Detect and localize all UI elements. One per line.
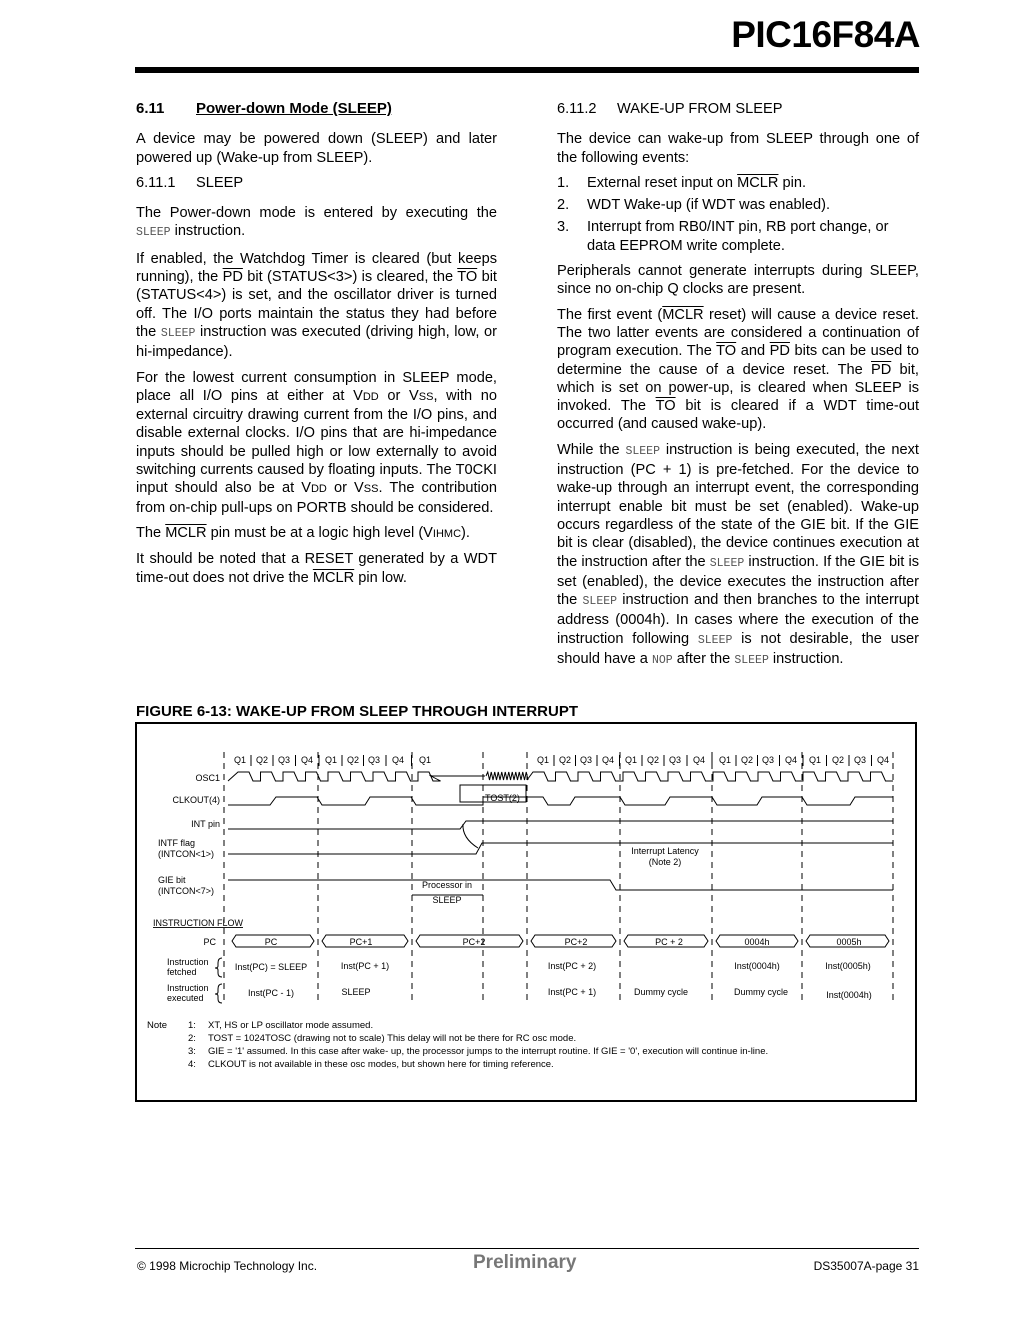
text: Interrupt from RB0/INT pin, RB port change, or data EEPROM write complete. [587,219,889,254]
mclr-pin: MCLR [737,174,779,191]
label-instruction-flow: INSTRUCTION FLOW [153,918,243,928]
pc-value: 0005h [836,937,862,947]
processor-in-sleep-2: SLEEP [432,895,462,905]
q-cycle-label: Q1 [536,755,550,765]
figure-notes [147,1019,768,1071]
pd-bit: $\overline{PD}$ [222,269,243,286]
text: instruction. [174,223,246,240]
q-cycle-label: Q3 [761,755,775,765]
executed-value: Inst(PC + 1) [547,987,597,997]
mclr-pin: MCLR [312,569,355,586]
text: It should be noted that a RESET generated by a WDT time-out does not drive the [136,551,497,586]
q-cycle-label: Q4 [300,755,314,765]
code-sleep: SLEEP [136,226,171,240]
page-header-title: PIC16F84A [731,14,920,55]
pc-value: PC+2 [564,937,588,947]
subsection-number: 6.11.2 [557,101,597,117]
pc-value: 0004h [744,937,770,947]
label-executed-1: Instruction [167,983,209,993]
text: pin low. [358,569,407,586]
q-cycle-label: Q2 [740,755,754,765]
list-number: 1. [557,174,570,191]
label-gie: GIE bit [158,875,186,885]
note-text: XT, HS or LP oscillator mode assumed. [208,1020,374,1031]
list-number: 2. [557,197,570,214]
brace [215,958,222,977]
osc1-waveform [527,772,893,781]
note-row [147,1019,768,1032]
note-number: 3: [188,1046,196,1057]
figure-title: FIGURE 6-13: WAKE-UP FROM SLEEP THROUGH INTERRUPT [136,703,578,720]
int-pin-waveform [228,821,893,829]
section-number: 6.11 [136,100,165,117]
label-clkout: CLKOUT(4) [172,795,220,805]
fetched-value: Inst(PC) = SLEEP [234,962,308,972]
q-cycle-label: Q1 [418,755,432,765]
subscript: DD [310,483,327,496]
q-cycle-label: Q1 [233,755,247,765]
pd-bit: $\overline{PD}$ [870,361,892,378]
q-cycle-label: Q2 [646,755,660,765]
subscript: DD [362,390,379,403]
section-title: Power-down Mode (SLEEP) [196,100,392,117]
to-bit: $\overline{TO}$ [716,343,737,360]
q-cycle-label: Q3 [579,755,593,765]
list-number: 3. [557,219,570,236]
code-sleep: SLEEP [625,444,660,458]
label-fetched-1: Instruction [167,957,209,967]
executed-value: Dummy cycle [633,987,689,997]
to-bit: $\overline{TO}$ [655,398,676,415]
osc1-waveform [228,772,485,781]
subscript: SS [418,390,434,403]
executed-value: Inst(PC - 1) [247,988,295,998]
pc-value: PC+2 [462,937,486,947]
fetched-value: Inst(PC + 2) [547,961,597,971]
text: is not desirable, the user should have a [557,630,920,668]
footer-page-number: DS35007A-page 31 [813,1259,919,1273]
note-text: CLKOUT is not available in these osc modes, but shown here for timing reference. [208,1059,554,1070]
q-cycle-label: Q2 [255,755,269,765]
q-cycle-label: Q3 [277,755,291,765]
label-osc1: OSC1 [195,773,220,783]
pc-value: PC + 2 [655,937,683,947]
q-cycle-label: Q2 [346,755,360,765]
q-cycle-label: Q4 [601,755,615,765]
code-sleep: SLEEP [709,556,745,570]
subscript: IHMC [432,527,462,540]
footer-status: Preliminary [473,1252,577,1273]
note-text: TOST = 1024TOSC (drawing not to scale) This delay will not be there for RC osc mode. [208,1033,577,1044]
subsection-title: SLEEP [196,174,244,191]
code-sleep: SLEEP [697,633,733,647]
q-cycle-label: Q3 [853,755,867,765]
interrupt-latency-1: Interrupt Latency [631,846,699,856]
label-fetched-2: fetched [167,967,197,977]
wakeup-intro: The device can wake-up from SLEEP through one of the following events: [557,131,919,166]
text: and [740,343,766,360]
gie-waveform [228,880,893,890]
paragraph-peripherals: Peripherals cannot generate interrupts during SLEEP, since no on-chip Q clocks are present. [557,263,919,298]
label-gie-reg: (INTCON<7>) [158,886,215,896]
clkout-waveform [228,797,893,805]
text: instruction is being executed, the next instruction (PC + 1) is pre-fetched. For the device to wake-up through an interrupt event, the corresponding interrupt enable bit must be set (enabled). Wake-up occurs regardless of the state of the GIE bit. If the GIE bit is clear (disabled), the device continues execution at the instruction after the [557,441,919,570]
text: bit (STATUS<3>) is cleared, the [247,269,454,286]
note-label: Note [147,1020,168,1031]
note-row [147,1058,768,1071]
text: If enabled, the Watchdog Timer is cleared (but keeps running), the [136,250,497,286]
q-cycle-label: Q4 [692,755,706,765]
label-pc: PC [203,937,216,947]
text: WDT Wake-up (if WDT was enabled). [587,197,831,214]
q-cycle-label: Q2 [831,755,845,765]
executed-value: SLEEP [341,987,371,997]
osc1-startup [486,772,528,780]
note-number: 1: [188,1020,196,1031]
executed-value: Inst(0004h) [826,990,872,1000]
pc-value: PC+1 [349,937,373,947]
executed-value: Dummy cycle [733,987,789,997]
label-intf: INTF flag [158,838,196,848]
subscript: SS [363,483,379,496]
pc-value: PC [264,937,278,947]
q-cycle-label: Q4 [876,755,890,765]
text: bit (STATUS<4>) is set, and the oscillator driver is turned off. The I/O ports maintain the status they had before the [136,269,497,340]
text: , with no external circuitry drawing current from the I/O pins, and disable external clocks. I/O pins that are hi-impedance inputs should be pulled high or low externally to avoid switching currents caused by floating inputs. The T0CKI input should also be at V [136,387,498,497]
code-sleep: SLEEP [734,654,769,668]
text: ). [461,524,470,541]
q-cycle-label: Q1 [624,755,638,765]
text: The [136,524,162,541]
note-row [147,1045,768,1058]
q-cycle-label: Q4 [784,755,798,765]
text: While the [557,441,620,458]
intf-arrow [463,824,478,848]
code-nop: NOP [651,654,673,668]
footer-copyright: © 1998 Microchip Technology Inc. [137,1259,318,1273]
mclr-pin: MCLR [165,524,207,541]
text: instruction was executed (driving high, low, or hi-impedance). [136,323,497,361]
label-intf-reg: (INTCON<1>) [158,849,215,859]
to-bit: $\overline{TO}$ [457,269,478,286]
label-int-pin: INT pin [191,819,220,829]
footer-rule [135,1248,919,1249]
tost-label: TOST(2) [485,793,520,803]
brace [215,984,222,1003]
fetched-value: Inst(0004h) [734,961,780,971]
code-sleep: SLEEP [160,326,196,340]
q-cycle-label: Q3 [668,755,682,765]
text: bit, which is set on power-up, is cleared when SLEEP is invoked. The [557,361,919,415]
mclr-pin: MCLR [662,306,704,323]
q-cycle-label: Q1 [718,755,732,765]
fetched-value: Inst(PC + 1) [340,961,390,971]
label-executed-2: executed [167,993,204,1003]
q-cycle-label: Q3 [367,755,381,765]
text: For the lowest current consumption in SLEEP mode, place all I/O pins at either at V [136,369,497,404]
subsection-number: 6.11.1 [136,174,176,191]
fetched-value: Inst(0005h) [825,961,871,971]
intro-paragraph: A device may be powered down (SLEEP) and later powered up (Wake-up from SLEEP). [136,131,497,166]
q-cycle-label: Q1 [808,755,822,765]
text: The first event ( [557,306,663,323]
code-sleep: SLEEP [582,595,618,609]
note-number: 2: [188,1033,196,1044]
interrupt-latency-2: (Note 2) [648,857,682,867]
text: bit is cleared if a WDT time-out occurred (and caused wake-up). [557,398,919,433]
text: . The contribution from on-chip pull-ups on PORTB should be considered. [136,480,498,516]
q-cycle-label: Q2 [558,755,572,765]
intf-waveform [228,843,893,854]
q-cycle-label: Q1 [324,755,338,765]
text: reset) will cause a device reset. The two latter events are considered a continuation of program execution. The [557,306,919,360]
text: pin must be at a logic high level (V [210,524,433,541]
subsection-title: WAKE-UP FROM SLEEP [617,101,783,117]
text: External reset input on [587,174,734,191]
text: or V [333,480,364,497]
text: instruction and then branches to the interrupt address (0004h). In cases where the execution of the instruction following [557,592,919,647]
note-row [147,1032,768,1045]
text: The Power-down mode is entered by executing the [136,205,497,222]
text: after the [676,651,731,668]
text: instruction. If the GIE bit is set (enabled), the device executes the instruction after the [557,553,920,609]
note-number: 4: [188,1059,196,1070]
text: bits can be used to determine the cause of a device reset. The [557,343,919,378]
pd-bit: $\overline{PD}$ [769,343,790,360]
note-text: GIE = '1' assumed. In this case after wake- up, the processor jumps to the interrupt routine. If GIE = '0', execution will continue in-line. [208,1046,769,1057]
text: instruction. [772,651,844,668]
q-cycle-label: Q4 [391,755,405,765]
text: or V [387,387,419,404]
processor-in-sleep-1: Processor in [421,880,473,890]
text: pin. [782,174,807,191]
